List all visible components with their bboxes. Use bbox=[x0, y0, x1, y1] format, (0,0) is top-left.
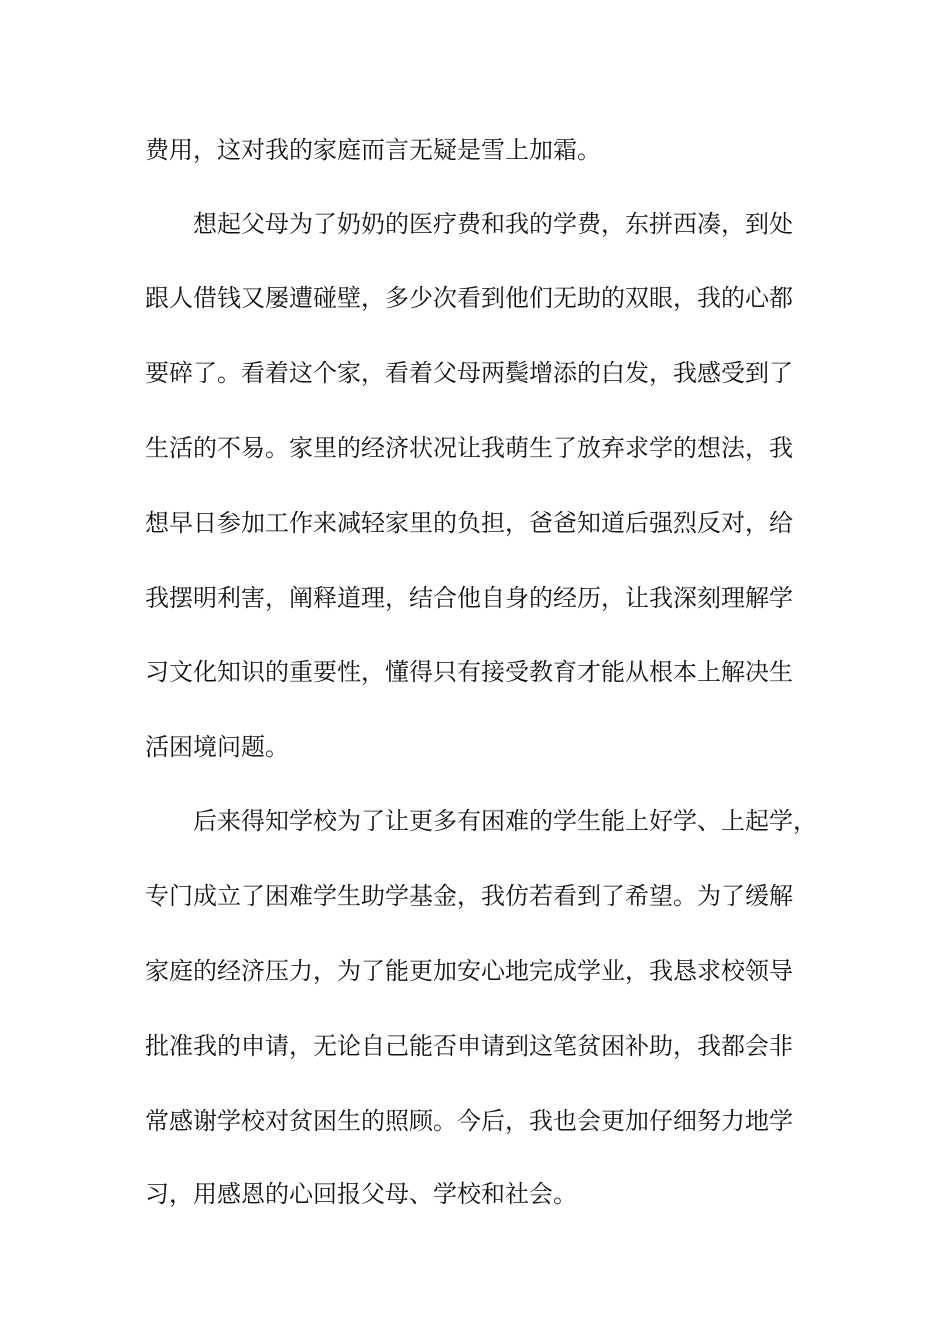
text-line: 想早日参加工作来减轻家里的负担，爸爸知道后强烈反对，给 bbox=[145, 509, 793, 537]
text-line: 想起父母为了奶奶的医疗费和我的学费，东拼西凑，到处 bbox=[193, 210, 793, 238]
text-line: 习，用感恩的心回报父母、学校和社会。 bbox=[145, 1180, 577, 1208]
text-line: 要碎了。看着这个家，看着父母两鬓增添的白发，我感受到了 bbox=[145, 359, 793, 387]
text-line: 批准我的申请，无论自己能否申请到这笔贫困补助，我都会非 bbox=[145, 1032, 793, 1060]
text-line: 我摆明利害，阐释道理，结合他自身的经历，让我深刻理解学 bbox=[145, 584, 793, 612]
text-line: 后来得知学校为了让更多有困难的学生能上好学、上起学， bbox=[193, 807, 817, 835]
text-line: 跟人借钱又屡遭碰壁，多少次看到他们无助的双眼，我的心都 bbox=[145, 284, 793, 312]
text-line: 常感谢学校对贫困生的照顾。今后，我也会更加仔细努力地学 bbox=[145, 1107, 793, 1135]
text-line: 家庭的经济压力，为了能更加安心地完成学业，我恳求校领导 bbox=[145, 957, 793, 985]
text-line: 习文化知识的重要性，懂得只有接受教育才能从根本上解决生 bbox=[145, 658, 793, 686]
text-line: 活困境问题。 bbox=[145, 733, 289, 761]
text-line: 专门成立了困难学生助学基金，我仿若看到了希望。为了缓解 bbox=[145, 882, 793, 910]
text-line: 费用，这对我的家庭而言无疑是雪上加霜。 bbox=[145, 136, 601, 164]
text-line: 生活的不易。家里的经济状况让我萌生了放弃求学的想法，我 bbox=[145, 434, 793, 462]
